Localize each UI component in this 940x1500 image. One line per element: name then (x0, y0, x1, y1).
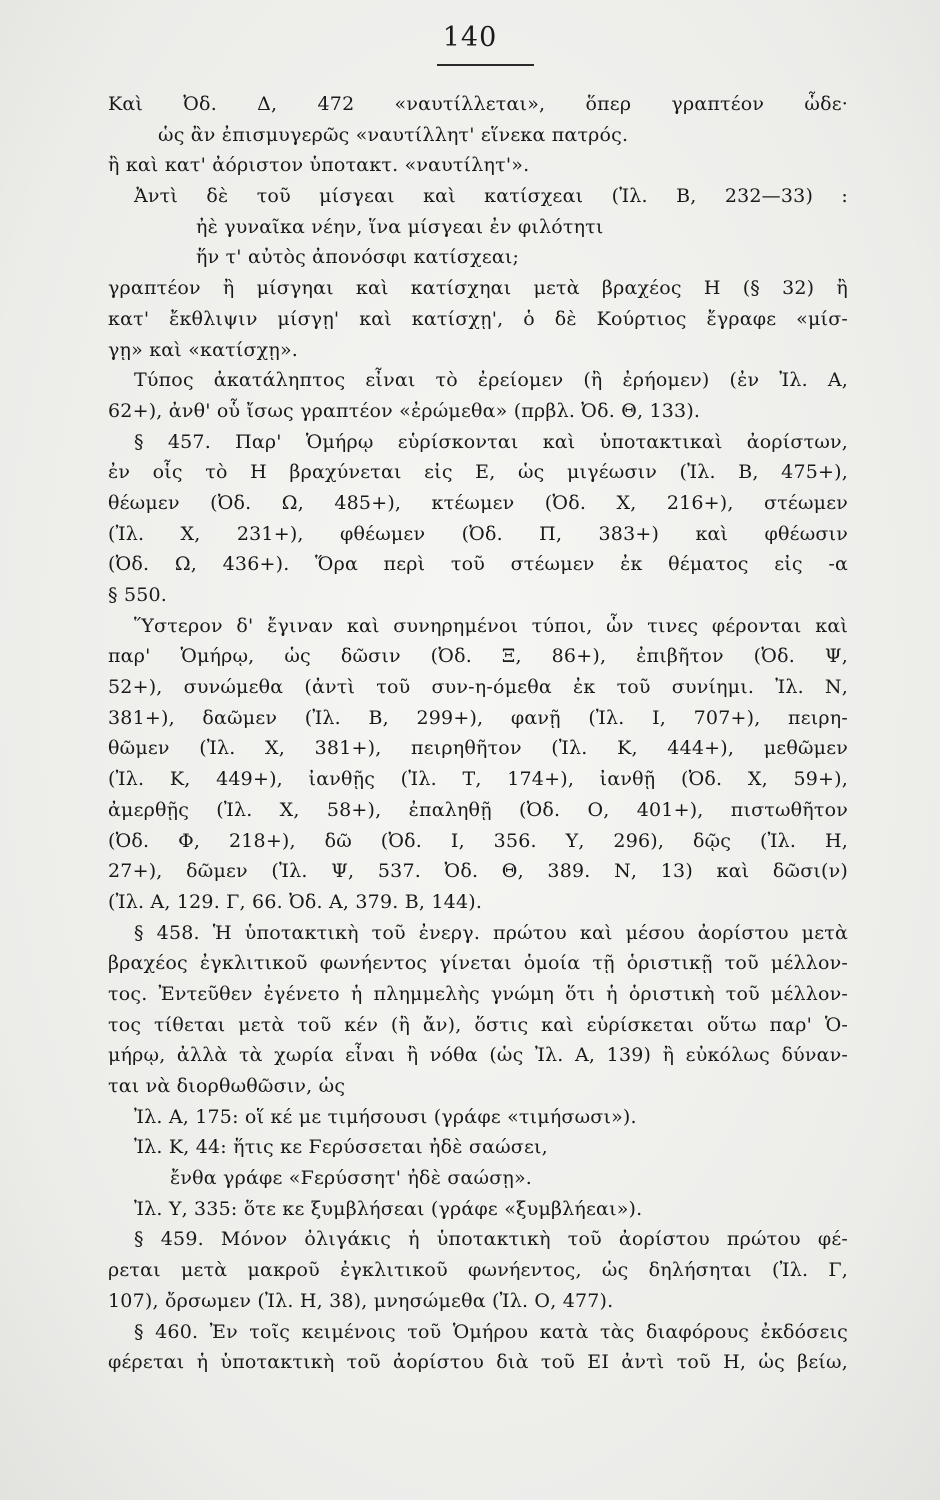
text-line: μήρῳ, ἀλλὰ τὰ χωρία εἶναι ἢ νόθα (ὡς Ἰλ. Α, 139) ἢ εὐκόλως δύναν- (108, 1044, 848, 1067)
text-line: ρεται μετὰ μακροῦ ἐγκλιτικοῦ φωνήεντος, ὡς δηλήσηται (Ἰλ. Γ, (108, 1259, 848, 1282)
section-458-start: § 458. Ἡ ὑποτακτικὴ τοῦ ἐνεργ. πρώτου καὶ μέσου ἀορίστου μετὰ (134, 921, 848, 944)
text-line: § 550. (108, 584, 168, 606)
text-line: 52+), συνώμεθα (ἀντὶ τοῦ συν-η-όμεθα ἐκ τοῦ συνίημι. Ἰλ. Ν, (108, 676, 848, 699)
example-line: Ἰλ. Κ, 44: ἥτις κε Ϝερύσσεται ἠδὲ σαώσει, (134, 1136, 548, 1159)
text-line: κατ' ἔκθλιψιν μίσγῃ' καὶ κατίσχῃ', ὁ δὲ Κούρτιος ἔγραφε «μίσ- (108, 307, 848, 330)
text-line: 107), ὄρσωμεν (Ἰλ. Η, 38), μνησώμεθα (Ἰλ. Ο, 477). (108, 1289, 614, 1312)
verse-line: ἥν τ' αὐτὸς ἀπονόσφι κατίσχεαι; (196, 246, 520, 269)
text-line: βραχέος ἐγκλιτικοῦ φωνήεντος γίνεται ὁμοία τῇ ὁριστικῇ τοῦ μέλλον- (108, 952, 848, 975)
text-line: (Ἰλ. Α, 129. Γ, 66. Ὀδ. Α, 379. Β, 144). (108, 890, 483, 913)
verse-line: ὡς ἂν ἐπισμυγερῶς «ναυτίλλητ' εἵνεκα πατρός. (158, 123, 629, 146)
verse-line: ἠὲ γυναῖκα νέην, ἵνα μίσγεαι ἐν φιλότητι (196, 215, 604, 238)
text-line: Καὶ Ὀδ. Δ, 472 «ναυτίλλεται», ὅπερ γραπτέον ὧδε· (108, 93, 848, 115)
text-line: ἐν οἷς τὸ Η βραχύνεται εἰς Ε, ὡς μιγέωσιν (Ἰλ. Β, 475+), (108, 461, 848, 484)
text-line: τος τίθεται μετὰ τοῦ κέν (ἢ ἄν), ὅστις καὶ εὑρίσκεται οὕτω παρ' Ὁ- (108, 1013, 848, 1036)
text-line: Τύπος ἀκατάληπτος εἶναι τὸ ἐρείομεν (ἢ ἐρήομεν) (ἐν Ἰλ. Α, (134, 369, 848, 392)
text-line: παρ' Ὁμήρῳ, ὡς δῶσιν (Ὀδ. Ξ, 86+), ἐπιβῆτον (Ὀδ. Ψ, (108, 645, 848, 668)
text-line: θῶμεν (Ἰλ. Χ, 381+), πειρηθῆτον (Ἰλ. Κ, 444+), μεθῶμεν (108, 737, 848, 760)
example-line: Ἰλ. Υ, 335: ὅτε κε ξυμβλήσεαι (γράφε «ξυμβλήεαι»). (134, 1197, 643, 1220)
example-line: ἔνθα γράφε «Ϝερύσσητ' ἠδὲ σαώσῃ». (170, 1167, 533, 1190)
body-text (108, 89, 848, 1378)
text-line: 62+), ἀνθ' οὗ ἴσως γραπτέον «ἐρώμεθα» (πρβλ. Ὀδ. Θ, 133). (108, 399, 701, 422)
text-line: 381+), δαῶμεν (Ἰλ. Β, 299+), φανῇ (Ἰλ. Ι, 707+), πειρη- (108, 706, 848, 729)
text-line: φέρεται ἡ ὑποτακτικὴ τοῦ ἀορίστου διὰ τοῦ ΕΙ ἀντὶ τοῦ Η, ὡς βείω, (108, 1351, 848, 1374)
section-457-start: § 457. Παρ' Ὁμήρῳ εὑρίσκονται καὶ ὑποτακτικαὶ ἀορίστων, (134, 430, 848, 453)
section-459-start: § 459. Μόνον ὀλιγάκις ἡ ὑποτακτικὴ τοῦ ἀορίστου πρώτου φέ- (134, 1228, 848, 1251)
text-line: γῃ» καὶ «κατίσχῃ». (108, 338, 299, 361)
text-line: Ἀντὶ δὲ τοῦ μίσγεαι καὶ κατίσχεαι (Ἰλ. Β, 232—33) : (134, 185, 848, 208)
text-line: (Ὀδ. Ω, 436+). Ὅρα περὶ τοῦ στέωμεν ἐκ θέματος εἰς -α (108, 553, 848, 576)
header-rule (437, 64, 534, 66)
example-line: Ἰλ. Α, 175: οἵ κέ με τιμήσουσι (γράφε «τιμήσωσι»). (134, 1105, 637, 1128)
section-460-start: § 460. Ἐν τοῖς κειμένοις τοῦ Ὁμήρου κατὰ τὰς διαφόρους ἐκδόσεις (134, 1320, 848, 1343)
text-line: ἢ καὶ κατ' ἀόριστον ὑποτακτ. «ναυτίλητ'». (108, 154, 530, 177)
text-line: 27+), δῶμεν (Ἰλ. Ψ, 537. Ὀδ. Θ, 389. Ν, 13) καὶ δῶσι(ν) (108, 860, 848, 883)
text-line: θέωμεν (Ὀδ. Ω, 485+), κτέωμεν (Ὀδ. Χ, 216+), στέωμεν (108, 491, 848, 514)
text-line: τος. Ἐντεῦθεν ἐγένετο ἡ πλημμελὴς γνώμη ὅτι ἡ ὁριστικὴ τοῦ μέλλον- (108, 982, 848, 1005)
text-line: Ὕστερον δ' ἔγιναν καὶ συνηρημένοι τύποι, ὧν τινες φέρονται καὶ (134, 614, 848, 637)
page-number: 140 (442, 22, 498, 53)
text-line: γραπτέον ἢ μίσγηαι καὶ κατίσχηαι μετὰ βραχέος Η (§ 32) ἢ (108, 277, 848, 300)
text-line: (Ἰλ. Κ, 449+), ἰανθῇς (Ἰλ. Τ, 174+), ἰανθῇ (Ὀδ. Χ, 59+), (108, 768, 848, 791)
text-line: (Ἰλ. Χ, 231+), φθέωμεν (Ὀδ. Π, 383+) καὶ φθέωσιν (108, 522, 848, 545)
text-line: ἀμερθῇς (Ἰλ. Χ, 58+), ἐπαληθῇ (Ὀδ. Ο, 401+), πιστωθῆτον (108, 798, 848, 821)
text-line: (Ὀδ. Φ, 218+), δῶ (Ὀδ. Ι, 356. Υ, 296), δῷς (Ἰλ. Η, (108, 829, 848, 852)
text-line: ται νὰ διορθωθῶσιν, ὡς (108, 1075, 346, 1097)
